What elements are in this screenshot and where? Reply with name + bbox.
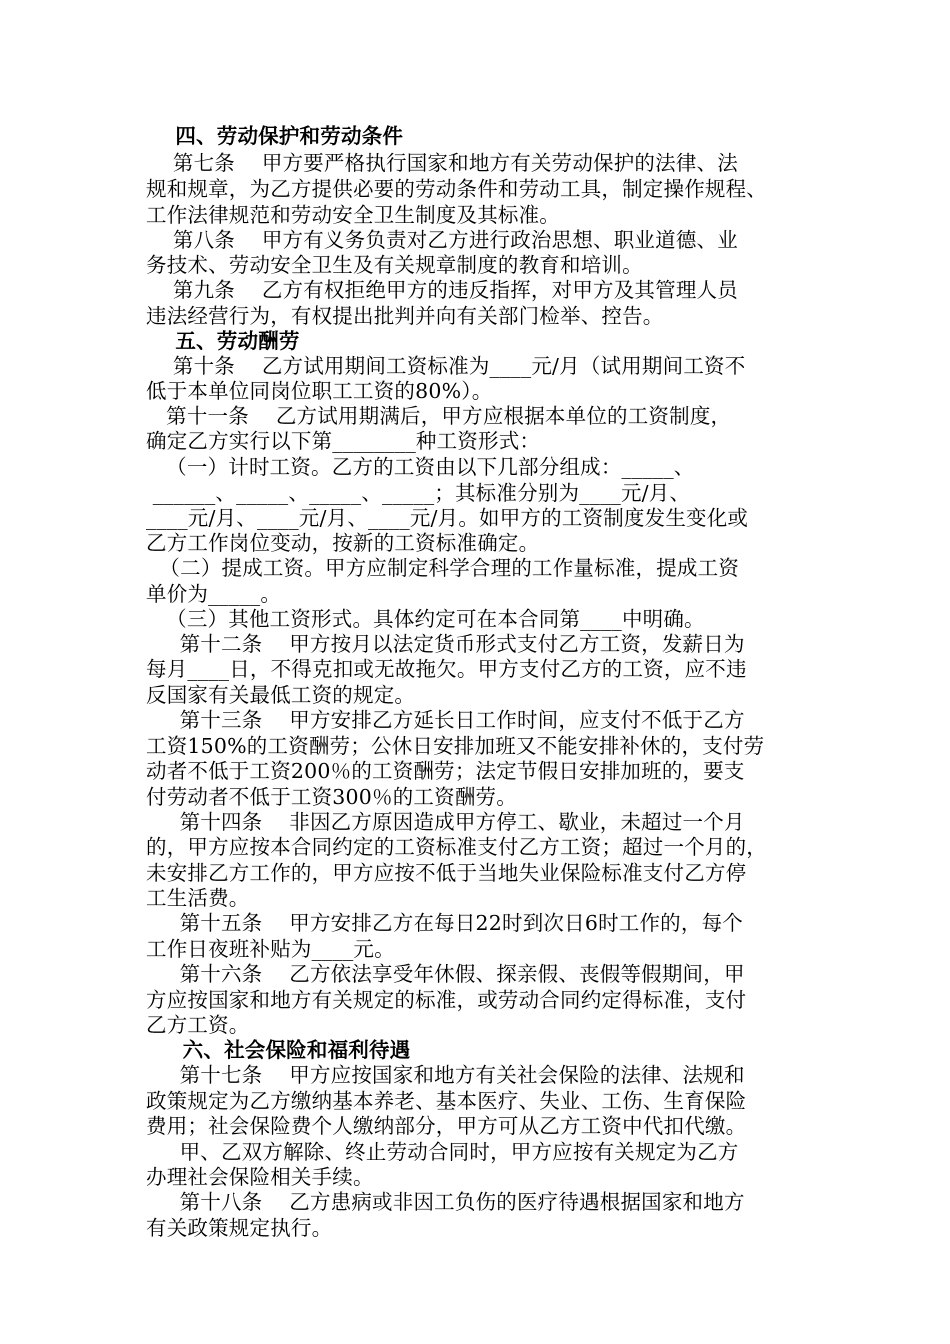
paragraph-line: 动者不低于工资200％的工资酬劳；法定节假日安排加班的，要支	[146, 759, 745, 783]
paragraph-line: 确定乙方实行以下第________种工资形式：	[146, 429, 541, 453]
paragraph-line: 第九条 乙方有权拒绝甲方的违反指挥，对甲方及其管理人员	[146, 278, 738, 302]
paragraph-line: 规和规章，为乙方提供必要的劳动条件和劳动工具，制定操作规程、	[146, 177, 767, 201]
paragraph-line: 工资150%的工资酬劳；公休日安排加班又不能安排补休的，支付劳	[146, 734, 765, 758]
paragraph-line: 第七条 甲方要严格执行国家和地方有关劳动保护的法律、法	[146, 151, 738, 175]
paragraph-line: 第十一条 乙方试用期满后，甲方应根据本单位的工资制度，	[146, 404, 732, 428]
section-heading: 五、劳动酬劳	[146, 329, 300, 353]
paragraph-line: 工作日夜班补贴为____元。	[146, 937, 395, 961]
paragraph-line: 工生活费。	[146, 886, 250, 910]
section-heading: 四、劳动保护和劳动条件	[146, 124, 404, 148]
section-heading: 六、社会保险和福利待遇	[146, 1038, 411, 1062]
paragraph-line: 第十条 乙方试用期间工资标准为____元/月（试用期间工资不	[146, 354, 746, 378]
paragraph-line: 第八条 甲方有义务负责对乙方进行政治思想、职业道德、业	[146, 228, 738, 252]
paragraph-line: ______、_____、_____、_____；其标准分别为____元/月、	[146, 481, 691, 505]
paragraph-line: 乙方工资。	[146, 1013, 250, 1037]
paragraph-line: 第十七条 甲方应按国家和地方有关社会保险的法律、法规和	[146, 1063, 745, 1087]
paragraph-line: （二）提成工资。甲方应制定科学合理的工作量标准，提成工资	[146, 556, 740, 580]
paragraph-line: 乙方工作岗位变动，按新的工资标准确定。	[146, 531, 540, 555]
paragraph-line: 务技术、劳动安全卫生及有关规章制度的教育和培训。	[146, 253, 643, 277]
paragraph-line: 未安排乙方工作的，甲方应按不低于当地失业保险标准支付乙方停	[146, 861, 747, 885]
paragraph-line: 第十四条 非因乙方原因造成甲方停工、歇业，未超过一个月	[146, 810, 745, 834]
paragraph-line: 第十二条 甲方按月以法定货币形式支付乙方工资，发薪日为	[146, 632, 745, 656]
paragraph-line: 违法经营行为，有权提出批判并向有关部门检举、控告。	[146, 304, 664, 328]
paragraph-line: 低于本单位同岗位职工工资的80%）。	[146, 379, 493, 403]
paragraph-line: 反国家有关最低工资的规定。	[146, 683, 416, 707]
paragraph-line: 甲、乙双方解除、终止劳动合同时，甲方应按有关规定为乙方	[146, 1140, 739, 1164]
paragraph-line: 第十六条 乙方依法享受年休假、探亲假、丧假等假期间，甲	[146, 962, 745, 986]
paragraph-line: 工作法律规范和劳动安全卫生制度及其标准。	[146, 203, 560, 227]
paragraph-line: ____元/月、____元/月、____元/月。如甲方的工资制度发生变化或	[146, 506, 749, 530]
paragraph-line: 政策规定为乙方缴纳基本养老、基本医疗、失业、工伤、生育保险	[146, 1089, 747, 1113]
paragraph-line: 第十八条 乙方患病或非因工负伤的医疗待遇根据国家和地方	[146, 1190, 745, 1214]
paragraph-line: 第十五条 甲方安排乙方在每日22时到次日6时工作的，每个	[146, 911, 743, 935]
paragraph-line: 第十三条 甲方安排乙方延长日工作时间，应支付不低于乙方	[146, 708, 745, 732]
paragraph-line: （三）其他工资形式。具体约定可在本合同第____中明确。	[146, 607, 705, 631]
paragraph-line: （一）计时工资。乙方的工资由以下几部分组成：_____、	[146, 455, 695, 479]
paragraph-line: 的，甲方应按本合同约定的工资标准支付乙方工资；超过一个月的，	[146, 835, 767, 859]
paragraph-line: 办理社会保险相关手续。	[146, 1165, 374, 1189]
paragraph-line: 每月____日，不得克扣或无故拖欠。甲方支付乙方的工资，应不违	[146, 657, 747, 681]
paragraph-line: 付劳动者不低于工资300％的工资酬劳。	[146, 785, 517, 809]
paragraph-line: 单价为_____。	[146, 582, 282, 606]
paragraph-line: 有关政策规定执行。	[146, 1216, 333, 1240]
paragraph-line: 方应按国家和地方有关规定的标准，或劳动合同约定得标准，支付	[146, 988, 747, 1012]
paragraph-line: 费用；社会保险费个人缴纳部分，甲方可从乙方工资中代扣代缴。	[146, 1114, 747, 1138]
